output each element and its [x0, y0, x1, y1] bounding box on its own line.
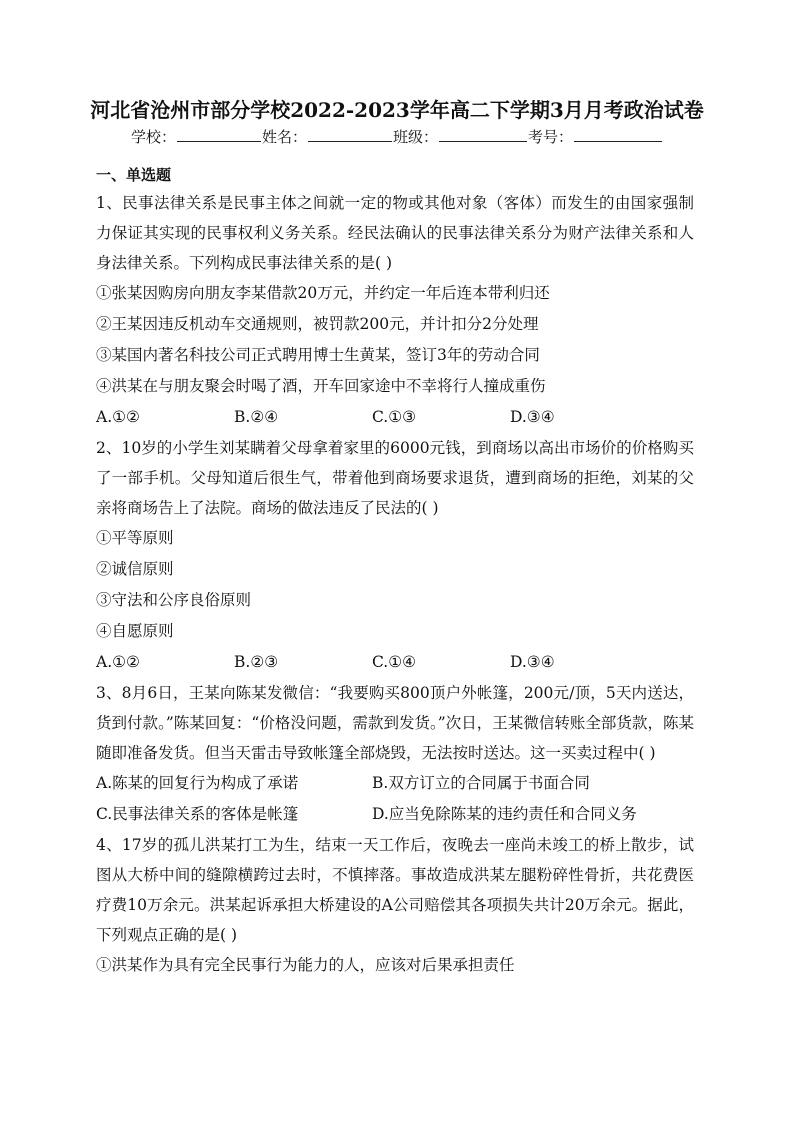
class-blank[interactable]	[439, 127, 527, 142]
statement-item: ③某国内著名科技公司正式聘用博士生黄某，签订3年的劳动合同	[96, 346, 540, 364]
student-info-line	[0, 126, 794, 147]
choice-c[interactable]: C.①③	[372, 408, 417, 426]
choice-a[interactable]: A.①②	[96, 408, 140, 426]
choice-b[interactable]: B.②④	[234, 408, 279, 426]
choice-d[interactable]: D.应当免除陈某的违约责任和合同义务	[372, 805, 637, 823]
statement-item: ①平等原则	[96, 529, 174, 547]
question-1	[96, 188, 694, 433]
answer-choices	[96, 799, 694, 830]
name-blank[interactable]	[308, 127, 392, 142]
question-stem: 4、17岁的孤儿洪某打工为生，结束一天工作后，夜晚去一座尚未竣工的桥上散步，试图从大桥中间的缝隙横跨过去时，不慎摔落。事故造成洪某左腿粉碎性骨折，共花费医疗费10万余元。洪某起诉承担大桥建设的A公司赔偿其各项损失共计20万余元。据此，下列观点正确的是( )	[96, 836, 694, 944]
choice-a[interactable]: A.陈某的回复行为构成了承诺	[96, 774, 299, 792]
question-stem: 1、民事法律关系是民事主体之间就一定的物或其他对象（客体）而发生的由国家强制力保证其实现的民事权利义务关系。经民法确认的民事法律关系分为财产法律关系和人身法律关系。下列构成民事法律关系的是( )	[96, 194, 694, 272]
choice-b[interactable]: B.双方订立的合同属于书面合同	[372, 774, 590, 792]
choice-c[interactable]: C.民事法律关系的客体是帐篷	[96, 805, 299, 823]
choice-c[interactable]: C.①④	[372, 653, 417, 671]
questions-list	[96, 188, 694, 981]
statement-item: ①洪某作为具有完全民事行为能力的人，应该对后果承担责任	[96, 956, 515, 974]
name-label: 姓名：	[261, 128, 307, 146]
school-label: 学校：	[130, 128, 176, 146]
answer-choices	[96, 647, 694, 678]
answer-choices	[96, 768, 694, 799]
page-title: 河北省沧州市部分学校2022-2023学年高二下学期3月月考政治试卷	[90, 98, 704, 122]
statement-item: ②王某因违反机动车交通规则，被罚款200元，并计扣分2分处理	[96, 315, 539, 333]
choice-b[interactable]: B.②③	[234, 653, 279, 671]
statement-item: ④自愿原则	[96, 622, 174, 640]
id-blank[interactable]	[574, 127, 662, 142]
statement-item: ①张某因购房向朋友李某借款20万元，并约定一年后连本带利归还	[96, 284, 550, 302]
choice-d[interactable]: D.③④	[510, 653, 555, 671]
school-blank[interactable]	[177, 127, 261, 142]
statement-item: ②诚信原则	[96, 560, 174, 578]
question-4	[96, 830, 694, 981]
question-stem: 3、8月6日，王某向陈某发微信：“我要购买800顶户外帐篷，200元/顶，5天内送达，货到付款。”陈某回复：“价格没问题，需款到发货。”次日，王某微信转账全部货款，陈某随即准备发货。但当天雷击导致帐篷全部烧毁，无法按时送达。这一买卖过程中( )	[96, 684, 694, 762]
choice-d[interactable]: D.③④	[510, 408, 555, 426]
answer-choices	[96, 402, 694, 433]
question-2	[96, 433, 694, 678]
class-label: 班级：	[393, 128, 439, 146]
section-heading: 一、单选题	[96, 166, 172, 184]
question-stem: 2、10岁的小学生刘某瞒着父母拿着家里的6000元钱，到商场以高出市场价的价格购买了一部手机。父母知道后很生气，带着他到商场要求退货，遭到商场的拒绝，刘某的父亲将商场告上了法院。商场的做法违反了民法的( )	[96, 439, 694, 517]
statement-item: ④洪某在与朋友聚会时喝了酒，开车回家途中不幸将行人撞成重伤	[96, 377, 546, 395]
choice-a[interactable]: A.①②	[96, 653, 140, 671]
statement-item: ③守法和公序良俗原则	[96, 591, 252, 609]
question-3	[96, 678, 694, 830]
id-label: 考号：	[528, 128, 574, 146]
